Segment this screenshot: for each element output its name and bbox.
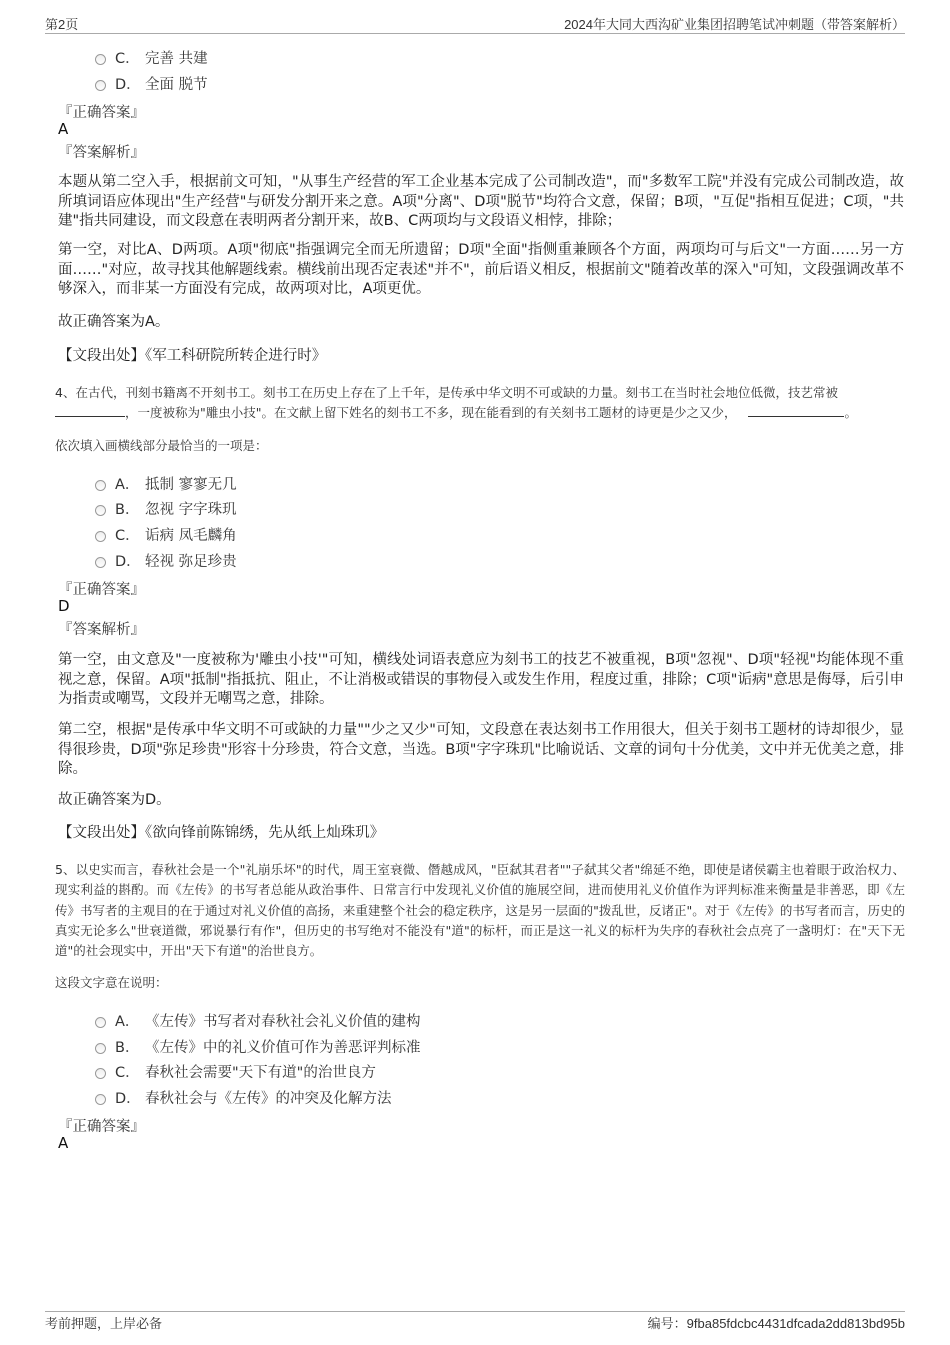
option-key: D． bbox=[115, 1090, 141, 1107]
option-key: D． bbox=[115, 553, 141, 570]
footer-divider bbox=[45, 1311, 905, 1312]
analysis-paragraph: 第一空，对比A、D两项。A项"彻底"指强调完全而无所遗留；D项"全面"指侧重兼顾各个方面，两项均可与后文"一方面……另一方面……"对应，故寻找其他解题线索。横线前出现否定表述"并不"，前后语义相反，根据前文"随着改革的深入"可知，文段强调改革不够深入，而非某一方面没有完成，故两项对比，A项更优。 bbox=[58, 242, 904, 298]
analysis-paragraph: 第一空，由文意及"一度被称为'雕虫小技'"可知，横线处词语表意应为刻书工的技艺不被重视，B项"忽视"、D项"轻视"均能体现不重视之意，保留。A项"抵制"指抵抗、阻止，不让消极或错误的事物侵入或发生作用，程度过重，排除；C项"诟病"意思是侮辱，后引申为指责或嘲骂，文段并无嘲骂之意，排除。 bbox=[58, 652, 904, 708]
option-key: B． bbox=[115, 1039, 140, 1056]
answer-value: A bbox=[58, 1134, 69, 1152]
radio-icon[interactable] bbox=[95, 54, 106, 65]
option-text: 《左传》中的礼义价值可作为善恶评判标准 bbox=[145, 1039, 421, 1056]
option-text: 全面 脱节 bbox=[145, 76, 208, 93]
option-text: 春秋社会需要"天下有道"的治世良方 bbox=[145, 1064, 376, 1081]
analysis-conclusion: 故正确答案为D。 bbox=[58, 792, 171, 808]
stem-text: 。 bbox=[844, 405, 857, 421]
answer-label: 『正确答案』 bbox=[58, 105, 145, 121]
source-citation: 【文段出处】《欲向锋前陈锦绣，先从纸上灿珠玑》 bbox=[58, 825, 385, 841]
answer-label: 『正确答案』 bbox=[58, 1119, 145, 1135]
blank-1 bbox=[55, 404, 125, 417]
option-c[interactable] bbox=[95, 524, 237, 544]
option-d[interactable] bbox=[95, 1087, 392, 1107]
header-divider bbox=[45, 33, 905, 34]
option-a[interactable] bbox=[95, 473, 237, 493]
option-key: D． bbox=[115, 76, 141, 93]
option-text: 轻视 弥足珍贵 bbox=[145, 553, 237, 570]
option-key: A． bbox=[115, 1013, 140, 1030]
document-title: 2024年大同大西沟矿业集团招聘笔试冲刺题（带答案解析） bbox=[564, 17, 905, 32]
option-text: 诟病 凤毛麟角 bbox=[145, 527, 237, 544]
source-citation: 【文段出处】《军工科研院所转企进行时》 bbox=[58, 348, 327, 364]
option-text: 完善 共建 bbox=[145, 50, 208, 67]
option-text: 忽视 字字珠玑 bbox=[145, 501, 237, 518]
question-prompt: 这段文字意在说明： bbox=[55, 975, 168, 990]
option-key: C． bbox=[115, 50, 140, 67]
page-number: 第2页 bbox=[45, 17, 79, 32]
analysis-label: 『答案解析』 bbox=[58, 145, 145, 161]
radio-icon[interactable] bbox=[95, 480, 106, 491]
option-b[interactable] bbox=[95, 1036, 421, 1056]
analysis-paragraph: 第二空，根据"是传承中华文明不可或缺的力量""少之又少"可知，文段意在表达刻书工作用很大，但关于刻书工题材的诗却很少，显得很珍贵，D项"弥足珍贵"形容十分珍贵，符合文意，当选。B项"字字珠玑"比喻说话、文章的词句十分优美，文中并无优美之意，排除。 bbox=[58, 722, 904, 778]
question-stem bbox=[55, 383, 905, 424]
radio-icon[interactable] bbox=[95, 80, 106, 91]
footer-slogan: 考前押题，上岸必备 bbox=[45, 1316, 163, 1331]
stem-text: ，一度被称为"雕虫小技"。在文献上留下姓名的刻书工不多，现在能看到的有关刻书工题材的诗更是少之又少， bbox=[125, 405, 737, 421]
answer-label: 『正确答案』 bbox=[58, 582, 145, 598]
radio-icon[interactable] bbox=[95, 1094, 106, 1105]
radio-icon[interactable] bbox=[95, 1043, 106, 1054]
analysis-conclusion: 故正确答案为A。 bbox=[58, 314, 170, 330]
radio-icon[interactable] bbox=[95, 505, 106, 516]
radio-icon[interactable] bbox=[95, 1017, 106, 1028]
radio-icon[interactable] bbox=[95, 531, 106, 542]
option-key: C． bbox=[115, 527, 140, 544]
option-b[interactable] bbox=[95, 498, 237, 518]
radio-icon[interactable] bbox=[95, 1068, 106, 1079]
option-text: 春秋社会与《左传》的冲突及化解方法 bbox=[145, 1090, 392, 1107]
option-text: 《左传》书写者对春秋社会礼义价值的建构 bbox=[145, 1013, 421, 1030]
answer-value: A bbox=[58, 120, 69, 138]
question-prompt: 依次填入画横线部分最恰当的一项是： bbox=[55, 438, 268, 453]
option-key: B． bbox=[115, 501, 140, 518]
analysis-paragraph: 本题从第二空入手，根据前文可知，"从事生产经营的军工企业基本完成了公司制改造"，而"多数军工院"并没有完成公司制改造，故所填词语应体现出"生产经营"与研发分割开来之意。A项"分离"、D项"脱节"均符合文意，保留；B项，"互促"指相互促进；C项，"共建"指共同建设，而文段意在表明两者分割开来，故B、C两项均与文段语义相悖，排除； bbox=[58, 174, 904, 230]
document-id: 编号：9fba85fdcbc4431dfcada2dd813bd95b bbox=[647, 1316, 905, 1331]
option-text: 抵制 寥寥无几 bbox=[145, 476, 237, 493]
option-key: C． bbox=[115, 1064, 140, 1081]
option-d[interactable] bbox=[95, 550, 237, 570]
option-key: A． bbox=[115, 476, 140, 493]
analysis-label: 『答案解析』 bbox=[58, 622, 145, 638]
option-c[interactable] bbox=[95, 47, 208, 67]
question-stem: 5、以史实而言，春秋社会是一个"礼崩乐坏"的时代，周王室衰微、僭越成风，"臣弑其君者""子弑其父者"绵延不绝，即使是诸侯霸主也着眼于政治权力、现实利益的斟酌。而《左传》的书写者总能从政治事件、日常言行中发现礼义价值的施展空间，进而使用礼义价值作为评判标准来衡量是非善恶，即《左传》书写者的主观目的在于通过对礼义价值的高扬，来重建整个社会的稳定秩序，这是另一层面的"拨乱世，反诸正"。对于《左传》的书写者而言，历史的真实无论多么"世衰道微，邪说暴行有作"，但历史的书写绝对不能没有"道"的标杆，而正是这一礼义的标杆为失序的春秋社会点亮了一盏明灯：在"天下无道"的社会现实中，开出"天下有道"的治世良方。 bbox=[55, 862, 905, 959]
option-d[interactable] bbox=[95, 73, 208, 93]
stem-text: 4、在古代，刊刻书籍离不开刻书工。刻书工在历史上存在了上千年，是传承中华文明不可或缺的力量。刻书工在当时社会地位低微，技艺常被 bbox=[55, 385, 838, 400]
option-a[interactable] bbox=[95, 1010, 421, 1030]
radio-icon[interactable] bbox=[95, 557, 106, 568]
blank-2 bbox=[748, 404, 844, 417]
option-c[interactable] bbox=[95, 1061, 376, 1081]
answer-value: D bbox=[58, 597, 70, 615]
